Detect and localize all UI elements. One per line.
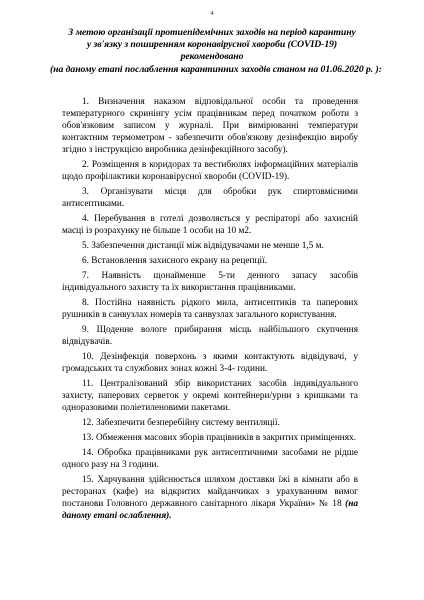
list-item-9: 9. Щоденне вологе прибирання місць найбільшого скупчення відвідувачів.: [62, 324, 358, 347]
list-item-7: 7. Наявність щонайменше 5-ти денного запасу засобів індивідуального захисту та їх використання працівниками.: [62, 270, 358, 293]
heading-line-2: у зв'язку з поширенням коронавірусної хвороби (COVID-19): [86, 39, 338, 51]
heading-line-3: рекомендовано: [180, 51, 244, 63]
list-item-14: 14. Обробка працівниками рук антисептичними засобами не рідше одного разу на 3 години.: [62, 448, 358, 470]
document-heading: [50, 27, 382, 76]
list-item-15-text: 15. Харчування здійснюється шляхом доставки їжі в кімнати або в ресторанах (кафе) на відкритих майданчиках з урахуванням вимог постанови Головного державного санітарного лікаря України» № 18: [62, 475, 358, 509]
list-item-8: 8. Постійна наявність рідкого мила, антисептиків та паперових рушників в санвузлах номерів та санвузлах загального користування.: [62, 297, 358, 320]
list-item-6: 6. Встановлення захисного екрану на рецепції.: [82, 255, 267, 266]
list-item-13: 13. Обмеження масових зборів працівників в закритих приміщеннях.: [82, 432, 357, 443]
heading-line-1: З метою організації протиепідемічних заходів на період карантину: [68, 27, 356, 38]
list-item-15: [62, 475, 358, 523]
heading-line-4: (на даному етапі послаблення карантинних заходів станом на 01.06.2020 р. ):: [50, 63, 382, 75]
recommendation-list: [62, 97, 358, 526]
list-item-5: 5. Забезпечення дистанції між відвідувачами не менше 1,5 м.: [82, 240, 324, 251]
list-item-15-emphasis: (на даному етапі ослаблення).: [62, 498, 358, 521]
page-number: 4: [210, 10, 214, 17]
list-item-10: 10. Дезінфекція поверхонь з якими контактують відвідувачі, у громадських та службових зонах кожні 3-4- години.: [62, 351, 358, 374]
list-item-11: 11. Централізований збір використаних засобів індивідуального захисту, паперових серветок у окремі контейнери/урни з кришками та одноразовими поліетиленовими пакетами.: [62, 378, 358, 413]
list-item-4: 4. Перебування в готелі дозволяється у респіраторі або захисній масці із розрахунку не більше 1 особи на 10 м2.: [62, 213, 358, 236]
list-item-2: 2. Розміщення в коридорах та вестибюлях інформаційних матеріалів щодо профілактики коронавірусної хвороби (COVID-19).: [62, 159, 358, 182]
list-item-12: 12. Забезпечити безперебійну систему вентиляції.: [82, 417, 280, 428]
list-item-1: 1. Визначення наказом відповідальної особи та проведення температурного скринінгу усім працівникам перед початком роботи з обов'язковим записом у журналі. При вимірюванні температури контактним термометром - забезпечити обов'язкову дезінфекцію виробу згідно з інструкцією виробника дезінфекційного засобу).: [62, 97, 358, 155]
list-item-3: 3. Організувати місця для обробки рук спиртовмісними антисептиками.: [62, 186, 358, 209]
